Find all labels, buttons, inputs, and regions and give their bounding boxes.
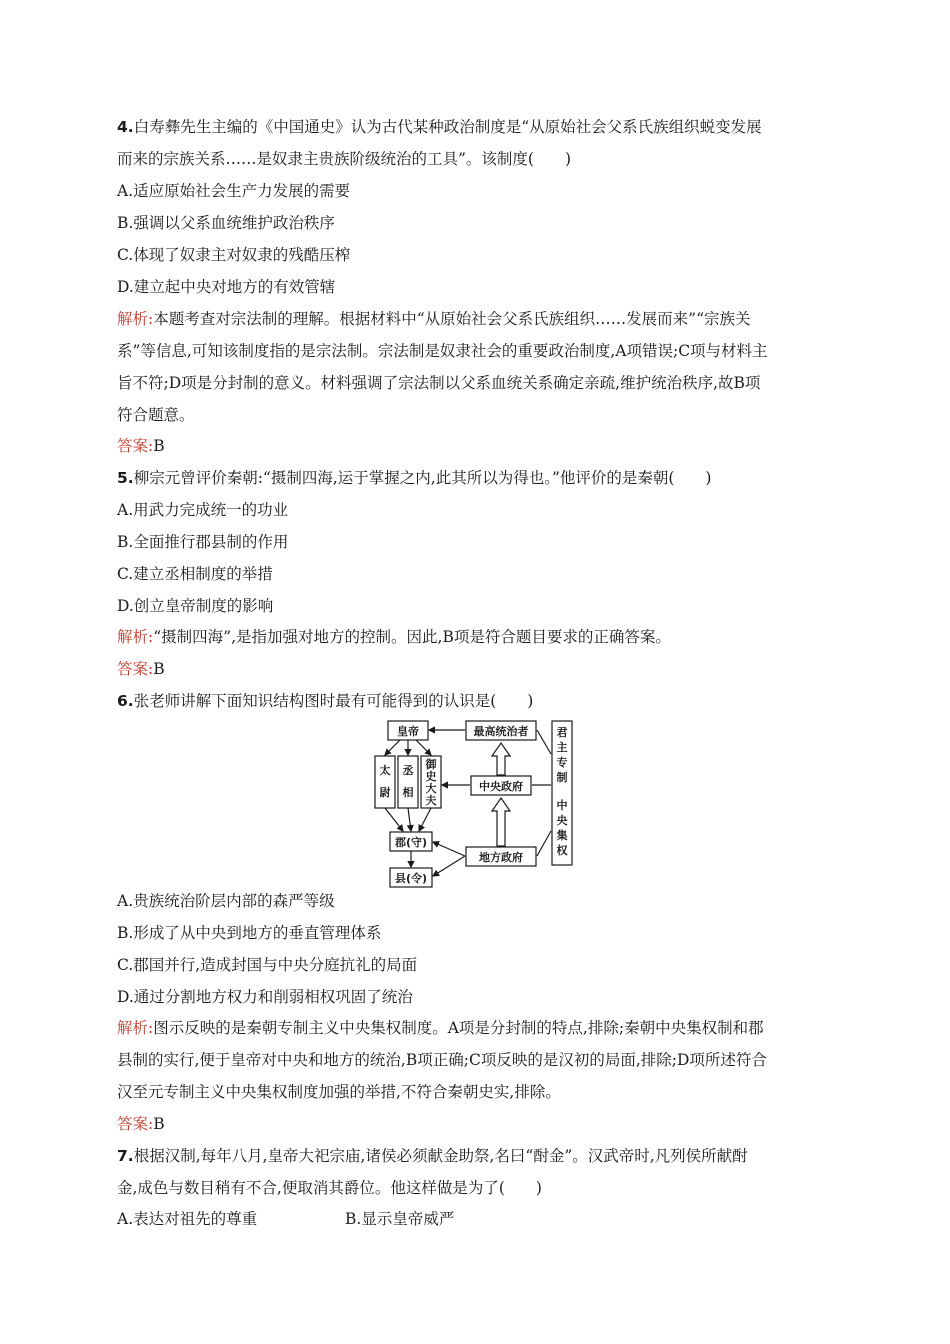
q6-answer: 答案:B (117, 1115, 165, 1133)
yushi-label-3: 大 (425, 782, 437, 795)
q6-analysis-line1: 解析:图示反映的是秦朝专制主义中央集权制度。A项是分封制的特点,排除;秦朝中央集权制和郡 (117, 1019, 764, 1037)
q6-number: 6. (117, 692, 134, 710)
q7-option-a: A.表达对祖先的尊重 (117, 1210, 258, 1228)
q6-analysis-label: 解析: (117, 1019, 154, 1037)
q4-stem-line1: 4.白寿彝先生主编的《中国通史》认为古代某种政治制度是“从原始社会父系氏族组织蜕变发展 (117, 118, 762, 136)
side-top-1: 君 (556, 726, 568, 739)
q7-stem-line1: 7.根据汉制,每年八月,皇帝大祀宗庙,诸侯必须献金助祭,名曰“酎金”。汉武帝时,凡列侯所献酎 (117, 1147, 748, 1165)
q6-answer-label: 答案: (117, 1115, 154, 1133)
q7-options-row (117, 1209, 617, 1229)
yushi-label-2: 史 (425, 770, 437, 783)
q4-analysis-line1: 解析:本题考查对宗法制的理解。根据材料中“从原始社会父系氏族组织……发展而来”“宗族关 (117, 310, 751, 328)
yushi-label-4: 夫 (425, 794, 437, 807)
knowledge-structure-diagram (370, 716, 580, 890)
xian-label: 县(令) (394, 872, 428, 885)
q4-option-b: B.强调以父系血统维护政治秩序 (117, 214, 335, 232)
emperor-label: 皇帝 (397, 725, 419, 738)
q4-analysis-line2: 系”等信息,可知该制度指的是宗法制。宗法制是奴隶社会的重要政治制度,A项错误;C项与材料主 (117, 342, 768, 360)
side-bottom-2: 央 (556, 814, 568, 827)
side-bottom-1: 中 (556, 799, 568, 812)
q5-analysis-label: 解析: (117, 628, 154, 646)
q4-answer-label: 答案: (117, 437, 154, 455)
q6-option-c: C.郡国并行,造成封国与中央分庭抗礼的局面 (117, 956, 418, 974)
taiwei-label-1: 太 (379, 764, 391, 777)
q6-option-d: D.通过分割地方权力和削弱相权巩固了统治 (117, 988, 413, 1006)
q5-option-b: B.全面推行郡县制的作用 (117, 533, 289, 551)
q4-answer: 答案:B (117, 437, 165, 455)
q6-analysis-line3: 汉至元专制主义中央集权制度加强的举措,不符合秦朝史实,排除。 (117, 1083, 561, 1101)
local-label: 地方政府 (479, 851, 523, 864)
q4-number: 4. (117, 118, 134, 136)
yushi-label-1: 御 (425, 758, 437, 771)
q5-answer: 答案:B (117, 660, 165, 678)
q4-analysis-line4: 符合题意。 (117, 406, 195, 424)
q7-option-b: B.显示皇帝威严 (345, 1210, 455, 1228)
q5-option-d: D.创立皇帝制度的影响 (117, 597, 274, 615)
q7-number: 7. (117, 1147, 134, 1165)
jun-label: 郡(守) (394, 836, 428, 849)
q4-analysis-line3: 旨不符;D项是分封制的意义。材料强调了宗法制以父系血统关系确定亲疏,维护统治秩序,故B项 (117, 374, 761, 392)
q5-number: 5. (117, 469, 134, 487)
q6-analysis-line2: 县制的实行,便于皇帝对中央和地方的统治,B项正确;C项反映的是汉初的局面,排除;D项所述符合 (117, 1051, 767, 1069)
q5-option-a: A.用武力完成统一的功业 (117, 501, 289, 519)
side-bottom-3: 集 (556, 829, 568, 842)
q6-stem: 6.张老师讲解下面知识结构图时最有可能得到的认识是( ) (117, 692, 534, 710)
q7-stem-line2: 金,成色与数目稍有不合,便取消其爵位。他这样做是为了( ) (117, 1179, 542, 1197)
q6-option-b: B.形成了从中央到地方的垂直管理体系 (117, 924, 382, 942)
chengxiang-label-2: 相 (402, 786, 414, 799)
side-top-2: 主 (556, 741, 568, 754)
q5-answer-label: 答案: (117, 660, 154, 678)
q4-option-a: A.适应原始社会生产力发展的需要 (117, 182, 351, 200)
taiwei-label-2: 尉 (379, 786, 391, 799)
chengxiang-label-1: 丞 (402, 764, 414, 777)
q4-option-c: C.体现了奴隶主对奴隶的残酷压榨 (117, 246, 351, 264)
q4-option-d: D.建立起中央对地方的有效管辖 (117, 278, 336, 296)
central-label: 中央政府 (479, 780, 523, 793)
q6-option-a: A.贵族统治阶层内部的森严等级 (117, 892, 335, 910)
q5-analysis: 解析:“摄制四海”,是指加强对地方的控制。因此,B项是符合题目要求的正确答案。 (117, 628, 671, 646)
side-bottom-4: 权 (556, 844, 568, 857)
q5-stem: 5.柳宗元曾评价秦朝:“摄制四海,运于掌握之内,此其所以为得也。”他评价的是秦朝( ) (117, 469, 712, 487)
supreme-label: 最高统治者 (473, 725, 529, 738)
side-top-4: 制 (556, 771, 568, 784)
q4-stem-line2: 而来的宗族关系……是奴隶主贵族阶级统治的工具”。该制度( ) (117, 150, 572, 168)
q5-option-c: C.建立丞相制度的举措 (117, 565, 273, 583)
q4-analysis-label: 解析: (117, 310, 154, 328)
side-top-3: 专 (556, 756, 568, 769)
